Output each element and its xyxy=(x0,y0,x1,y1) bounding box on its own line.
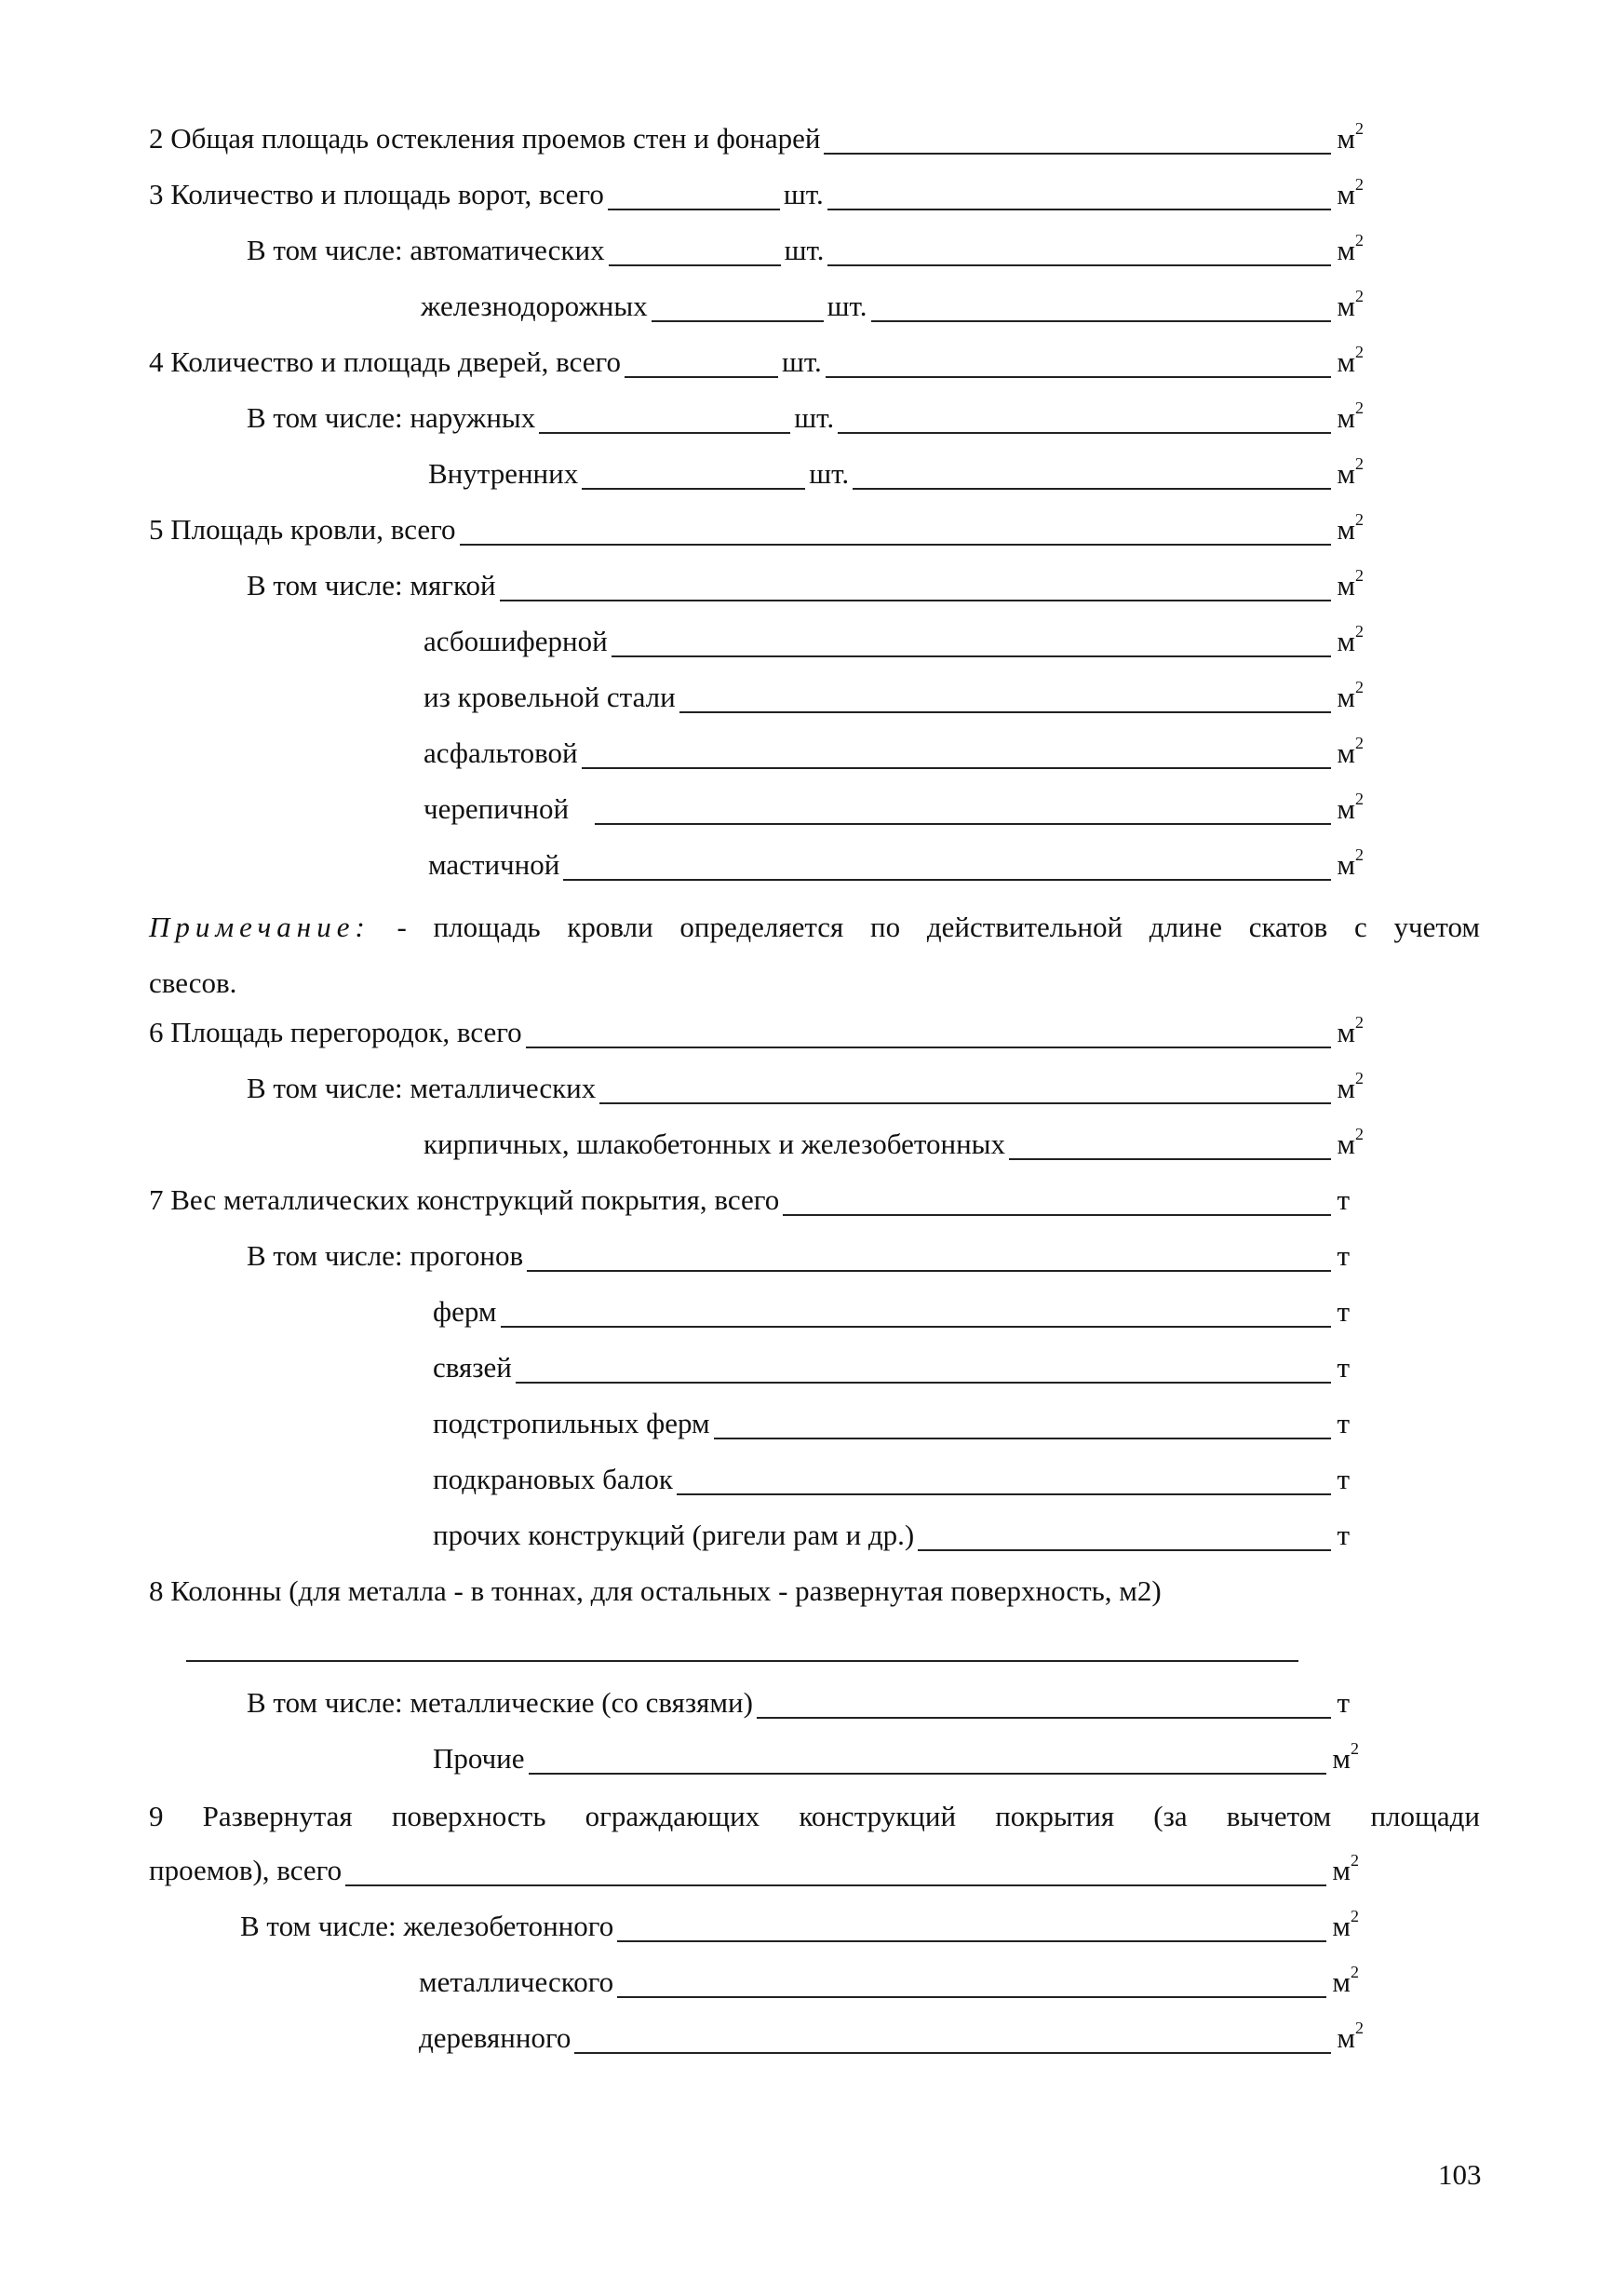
unit-label: $м^2$ xyxy=(1337,622,1364,657)
unit-label: $м^2$ xyxy=(1337,2019,1364,2054)
row-label: черепичной xyxy=(424,792,570,825)
unit-label: $м^2$ xyxy=(1337,845,1364,881)
row-metal-trusses xyxy=(433,1292,1350,1331)
count-line[interactable] xyxy=(582,488,805,490)
fill-line[interactable] xyxy=(345,1884,1326,1886)
unit-label: $м^2$ xyxy=(1332,1851,1359,1886)
row-roof-soft xyxy=(247,566,1364,605)
row-roof-tile xyxy=(424,790,1364,829)
row-label: подкрановых балок xyxy=(433,1463,673,1495)
fill-line[interactable] xyxy=(714,1438,1332,1439)
heading-text: 9 Развернутая поверхность ограждающих конструкций покрытия (за вычетом площади xyxy=(149,1800,1480,1832)
fill-line[interactable] xyxy=(1009,1158,1331,1160)
row-metal-braces xyxy=(433,1348,1350,1387)
row-glazing-area xyxy=(149,119,1364,158)
row-roof-asphalt xyxy=(424,734,1364,773)
unit-label: $м^2$ xyxy=(1337,175,1364,210)
row-columns-heading xyxy=(149,1572,1364,1611)
fill-line[interactable] xyxy=(574,2052,1331,2054)
note-label: Примечание: xyxy=(149,911,370,943)
fill-line[interactable] xyxy=(527,1270,1331,1272)
count-line[interactable] xyxy=(539,432,790,434)
row-label: металлического xyxy=(419,1965,614,1998)
fill-line[interactable] xyxy=(612,655,1332,657)
count-line[interactable] xyxy=(625,376,778,378)
row-label: мастичной xyxy=(428,848,560,881)
fill-line[interactable] xyxy=(827,264,1331,266)
count-unit: шт. xyxy=(783,178,824,210)
unit-label: $м^2$ xyxy=(1337,343,1364,378)
unit-label: $м^2$ xyxy=(1337,454,1364,490)
fill-line[interactable] xyxy=(526,1047,1332,1048)
unit-label: $м^2$ xyxy=(1337,1069,1364,1104)
row-label: 8 Колонны (для металла - в тоннах, для остальных - развернутая поверхность, м2) xyxy=(149,1574,1162,1607)
row-enclosing-metal xyxy=(419,1963,1359,2002)
row-gates-total xyxy=(149,175,1364,214)
fill-line[interactable] xyxy=(918,1549,1331,1551)
row-enclosing-total xyxy=(149,1851,1359,1890)
count-line[interactable] xyxy=(652,320,824,322)
row-label: В том числе: прогонов xyxy=(247,1239,524,1272)
fill-line[interactable] xyxy=(595,823,1331,825)
row-label: В том числе: мягкой xyxy=(247,569,496,601)
unit-label: $м^2$ xyxy=(1337,678,1364,713)
row-label: асфальтовой xyxy=(424,736,578,769)
row-label: проемов), всего xyxy=(149,1854,343,1886)
fill-line[interactable] xyxy=(617,1940,1326,1942)
fill-line[interactable] xyxy=(677,1493,1332,1495)
row-label: В том числе: железобетонного xyxy=(240,1910,614,1942)
row-label: деревянного xyxy=(419,2021,571,2054)
row-doors-interior xyxy=(428,454,1364,493)
row-metal-weight-total xyxy=(149,1181,1350,1220)
row-label: кирпичных, шлакобетонных и железобетонных xyxy=(424,1128,1005,1160)
page-number: 103 xyxy=(1438,2158,1482,2191)
fill-line[interactable] xyxy=(679,711,1332,713)
note-paragraph xyxy=(149,908,1480,947)
unit-label: $м^2$ xyxy=(1337,119,1364,155)
unit-label: т xyxy=(1337,1407,1350,1439)
row-label: ферм xyxy=(433,1295,497,1328)
unit-label: $м^2$ xyxy=(1332,1907,1359,1942)
columns-fill-line[interactable] xyxy=(186,1660,1298,1662)
row-roof-steel xyxy=(424,678,1364,717)
row-label: Внутренних xyxy=(428,457,579,490)
unit-label: $м^2$ xyxy=(1337,510,1364,546)
note-text: - площадь кровли определяется по действительной длине скатов с учетом xyxy=(370,911,1480,943)
row-metal-purlins xyxy=(247,1236,1350,1276)
fill-line[interactable] xyxy=(827,209,1332,210)
row-roof-asbestos xyxy=(424,622,1364,661)
fill-line[interactable] xyxy=(582,767,1332,769)
unit-label: $м^2$ xyxy=(1337,790,1364,825)
unit-label: т xyxy=(1337,1295,1350,1328)
fill-line[interactable] xyxy=(599,1102,1331,1104)
row-label: В том числе: автоматических xyxy=(247,234,605,266)
row-columns-metal xyxy=(247,1683,1350,1722)
row-partitions-total xyxy=(149,1013,1364,1052)
row-doors-exterior xyxy=(247,398,1364,438)
row-metal-subtrusses xyxy=(433,1404,1350,1443)
row-label: В том числе: металлические (со связями) xyxy=(247,1686,753,1719)
row-label: железнодорожных xyxy=(421,290,648,322)
note-text-end: свесов. xyxy=(149,966,237,999)
row-partitions-brick xyxy=(424,1125,1364,1164)
row-label: В том числе: наружных xyxy=(247,401,536,434)
unit-label: т xyxy=(1337,1351,1350,1384)
row-label: из кровельной стали xyxy=(424,681,676,713)
row-label: 5 Площадь кровли, всего xyxy=(149,513,456,546)
row-roof-mastic xyxy=(428,845,1364,885)
fill-line[interactable] xyxy=(838,432,1331,434)
unit-label: т xyxy=(1337,1519,1350,1551)
row-label: 3 Количество и площадь ворот, всего xyxy=(149,178,604,210)
row-roof-total xyxy=(149,510,1364,549)
row-label: асбошиферной xyxy=(424,625,608,657)
fill-line[interactable] xyxy=(460,544,1332,546)
fill-line[interactable] xyxy=(500,600,1332,601)
row-label: 7 Вес металлических конструкций покрытия, всего xyxy=(149,1183,780,1216)
row-doors-total xyxy=(149,343,1364,382)
unit-label: т xyxy=(1337,1463,1350,1495)
unit-label: $м^2$ xyxy=(1337,1013,1364,1048)
fill-line[interactable] xyxy=(824,153,1331,155)
row-partitions-metal xyxy=(247,1069,1364,1108)
unit-label: $м^2$ xyxy=(1337,231,1364,266)
count-line[interactable] xyxy=(608,209,780,210)
row-gates-automatic xyxy=(247,231,1364,270)
row-metal-crane-beams xyxy=(433,1460,1350,1499)
unit-label: $м^2$ xyxy=(1337,287,1364,322)
unit-label: $м^2$ xyxy=(1337,1125,1364,1160)
count-line[interactable] xyxy=(609,264,781,266)
row-enclosing-wood xyxy=(419,2019,1364,2058)
row-label: 6 Площадь перегородок, всего xyxy=(149,1016,522,1048)
fill-line[interactable] xyxy=(617,1996,1326,1998)
note-paragraph-end xyxy=(149,964,236,1003)
count-unit: шт. xyxy=(827,290,867,322)
fill-line[interactable] xyxy=(757,1717,1332,1719)
fill-line[interactable] xyxy=(871,320,1332,322)
count-unit: шт. xyxy=(781,345,822,378)
row-label: 4 Количество и площадь дверей, всего xyxy=(149,345,621,378)
unit-label: $м^2$ xyxy=(1337,734,1364,769)
count-unit: шт. xyxy=(784,234,825,266)
fill-line[interactable] xyxy=(826,376,1332,378)
fill-line[interactable] xyxy=(853,488,1331,490)
row-enclosing-concrete xyxy=(240,1907,1359,1946)
enclosing-surface-heading xyxy=(149,1797,1480,1836)
fill-line[interactable] xyxy=(529,1773,1327,1775)
row-columns-other xyxy=(433,1739,1359,1778)
row-gates-railway xyxy=(421,287,1364,326)
row-label: Прочие xyxy=(433,1742,525,1775)
fill-line[interactable] xyxy=(501,1326,1332,1328)
unit-label: т xyxy=(1337,1686,1350,1719)
count-unit: шт. xyxy=(809,457,850,490)
unit-label: т xyxy=(1337,1183,1350,1216)
unit-label: т xyxy=(1337,1239,1350,1272)
row-metal-other xyxy=(433,1516,1350,1555)
count-unit: шт. xyxy=(794,401,835,434)
unit-label: $м^2$ xyxy=(1332,1963,1359,1998)
row-label: прочих конструкций (ригели рам и др.) xyxy=(433,1519,915,1551)
unit-label: $м^2$ xyxy=(1337,566,1364,601)
fill-line[interactable] xyxy=(563,879,1331,881)
row-label: связей xyxy=(433,1351,512,1384)
row-label: В том числе: металлических xyxy=(247,1072,597,1104)
fill-line[interactable] xyxy=(783,1214,1331,1216)
row-label: 2 Общая площадь остекления проемов стен и фонарей xyxy=(149,122,821,155)
unit-label: $м^2$ xyxy=(1332,1739,1359,1775)
fill-line[interactable] xyxy=(516,1382,1332,1384)
row-label: подстропильных ферм xyxy=(433,1407,710,1439)
unit-label: $м^2$ xyxy=(1337,398,1364,434)
